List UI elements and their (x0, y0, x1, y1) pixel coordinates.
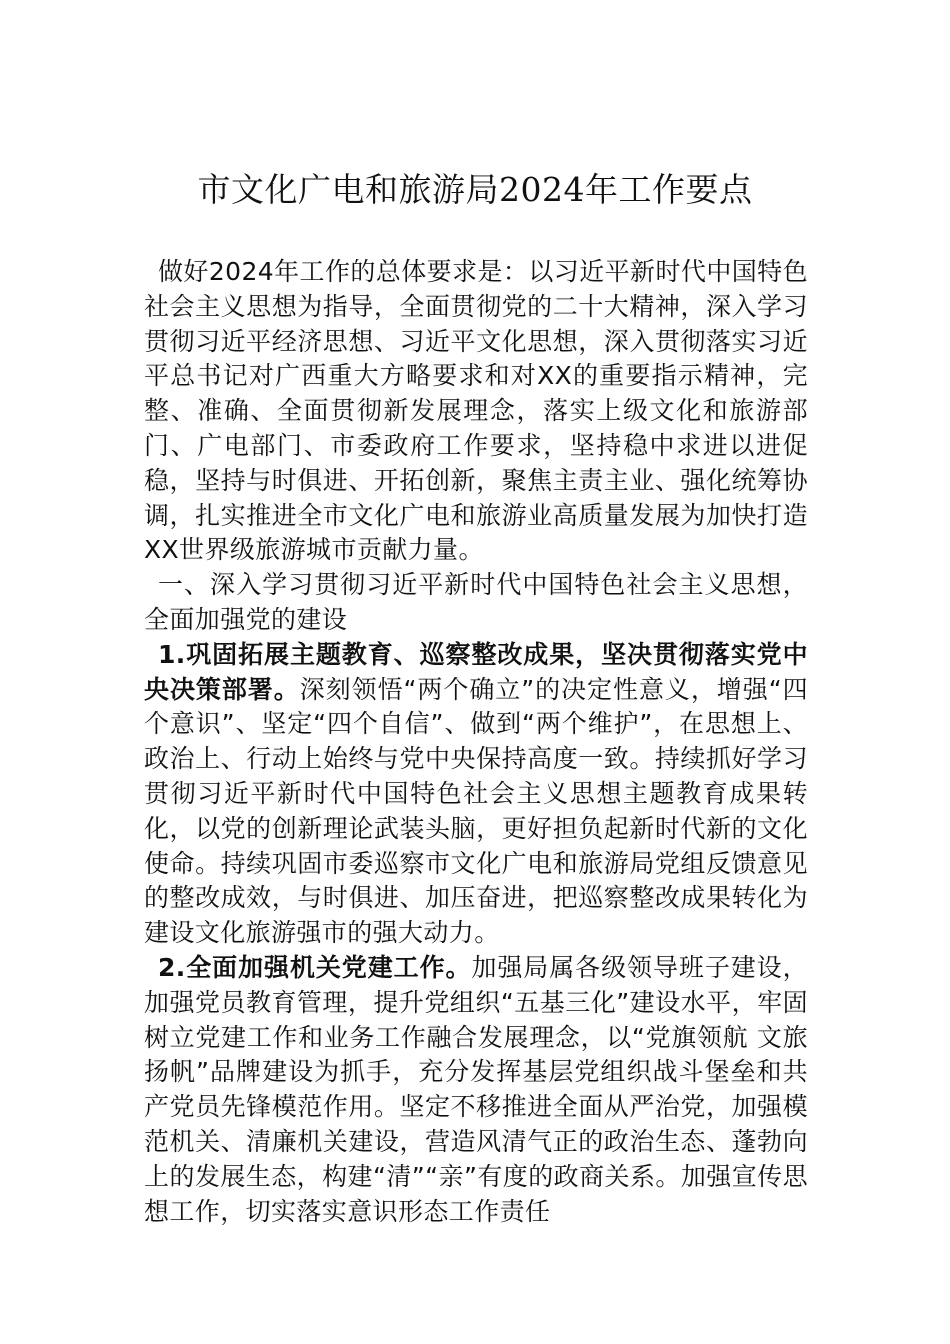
item-2-paragraph (144, 951, 808, 1229)
item-2-lead: 2.全面加强机关党建工作。 (158, 952, 472, 982)
document-body (144, 255, 808, 1229)
intro-paragraph: 做好2024年工作的总体要求是：以习近平新时代中国特色社会主义思想为指导，全面贯彻党的二十大精神，深入学习贯彻习近平经济思想、习近平文化思想，深入贯彻落实习近平总书记对广西重大方略要求和对XX的重要指示精神，完整、准确、全面贯彻新发展理念，落实上级文化和旅游部门、广电部门、市委政府工作要求，坚持稳中求进以进促稳，坚持与时俱进、开拓创新，聚焦主责主业、强化统筹协调，扎实推进全市文化广电和旅游业高质量发展为加快打造XX世界级旅游城市贡献力量。 (144, 257, 808, 565)
document-title: 市文化广电和旅游局2024年工作要点 (197, 170, 753, 209)
item-1-paragraph (144, 638, 808, 951)
item-2-body: 加强局属各级领导班子建设，加强党员教育管理，提升党组织“五基三化”建设水平，牢固树立党建工作和业务工作融合发展理念，以“党旗领航 文旅扬帆”品牌建设为抓手，充分发挥基层党组织战斗堡垒和共产党员先锋模范作用。坚定不移推进全面从严治党，加强模范机关、清廉机关建设，营造风清气正的政治生态、蓬勃向上的发展生态，构建“清”“亲”有度的政商关系。加强宣传思想工作，切实落实意识形态工作责任 (144, 952, 809, 1226)
section-heading-1: 一、深入学习贯彻习近平新时代中国特色社会主义思想，全面加强党的建设 (144, 570, 808, 634)
item-1-body: 深刻领悟“两个确立”的决定性意义，增强“四个意识”、坚定“四个自信”、做到“两个维护”，在思想上、政治上、行动上始终与党中央保持高度一致。持续抓好学习贯彻习近平新时代中国特色社会主义思想主题教育成果转化，以党的创新理论武装头脑，更好担负起新时代新的文化使命。持续巩固市委巡察市文化广电和旅游局党组反馈意见的整改成效，与时俱进、加压奋进，把巡察整改成果转化为建设文化旅游强市的强大动力。 (144, 674, 808, 948)
item-1-lead: 1.巩固拓展主题教育、巡察整改成果，坚决贯彻落实党中央决策部署。 (144, 639, 808, 704)
